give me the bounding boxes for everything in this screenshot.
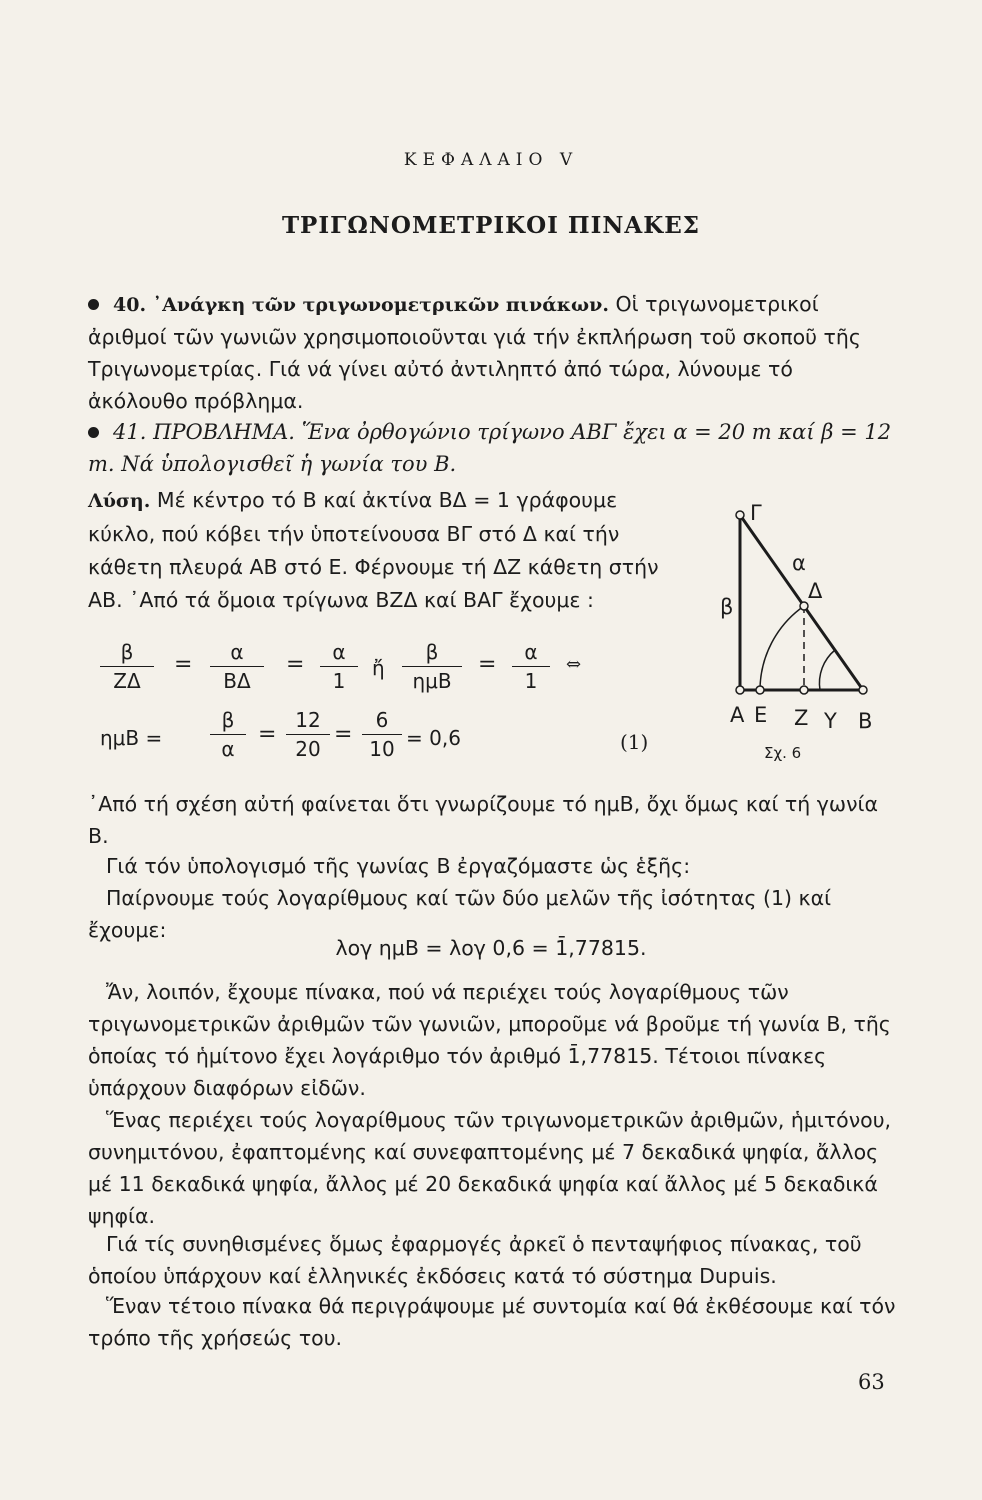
eq2-f3-den: 10 <box>369 737 395 761</box>
section-40-text: Οἱ τριγωνομετρικοί ἀριθμοί τῶν γωνιῶν χρησιμοποιοῦνται γιά τήν ἐκπλήρωση τοῦ σκοποῦ τῆς Τριγωνομετρίας. Γιά νά γίνει αὐτό ἀντιληπτό ἀπό τώρα, λύνουμε τό ἀκόλουθο πρόβλημα. <box>88 292 861 413</box>
solution-text: Μέ κέντρο τό Β καί ἀκτίνα ΒΔ = 1 γράφουμε κύκλο, πού κόβει τήν ὑποτείνουσα ΒΓ στό Δ καί τήν κάθετη πλευρά ΑΒ στό Ε. Φέρνουμε τή ΔΖ κάθετη στήν ΑΒ. ᾿Από τά ὅμοια τρίγωνα ΒΖΔ καί ΒΑΓ ἔχουμε : <box>88 488 659 612</box>
solution <box>88 484 668 617</box>
eq2-f3-num: 6 <box>362 708 402 735</box>
section-41-text: Ἕνα ὀρθογώνιο τρίγωνο ΑΒΓ ἔχει α = 20 m καί β = 12 m. Νά ὑπολογισθεῖ ἡ γωνία του Β. <box>88 420 892 476</box>
paragraph-5: Ἕνας περιέχει τούς λογαρίθμους τῶν τριγωνομετρικῶν ἀριθμῶν, ἡμιτόνου, συνημιτόνου, ἐφαπτομένης καί συνεφαπτομένης μέ 7 δεκαδικά ψηφία, ἄλλος μέ 11 δεκαδικά ψηφία, ἄλλος μέ 20 δεκαδικά ψηφία καί ἄλλος μέ 5 δεκαδικά ψηφία. <box>88 1108 892 1228</box>
eq1-f2-den: ΒΔ <box>223 669 251 693</box>
eq2-f1-num: β <box>210 708 246 735</box>
triangle-figure <box>720 490 890 770</box>
eq2-rhs: = 0,6 <box>406 726 461 750</box>
eq2-f2-num: 12 <box>286 708 330 735</box>
eq1-f2-num: α <box>210 640 264 667</box>
eq1-f1-den: ΖΔ <box>113 669 141 693</box>
paragraph-3: Παίρνουμε τούς λογαρίθμους καί τῶν δύο μελῶν τῆς ἰσότητας (1) καί ἔχουμε: <box>88 886 832 942</box>
angle-arc <box>819 650 835 690</box>
eq1-or: ἤ <box>372 656 385 680</box>
bullet-icon <box>88 299 99 310</box>
paragraph-6: Γιά τίς συνηθισμένες ὅμως ἐφαρμογές ἀρκεῖ ὁ πενταψήφιος πίνακας, τοῦ ὁποίου ὑπάρχουν καί ἑλληνικές ἐκδόσεις κατά τό σύστημα Dupuis. <box>88 1232 862 1288</box>
page-title: ΤΡΙΓΩΝΟΜΕΤΡΙΚΟΙ ΠΙΝΑΚΕΣ <box>281 212 701 239</box>
eq2-f1-den: α <box>221 737 235 761</box>
eq1-f3-den: 1 <box>332 669 346 693</box>
bullet-icon <box>88 427 99 438</box>
eq2-f2-den: 20 <box>295 737 321 761</box>
label-epsilon: Ε <box>754 703 768 727</box>
section-41 <box>88 416 896 480</box>
label-gamma: Γ <box>750 501 762 525</box>
eq1-f3-num: α <box>320 640 358 667</box>
equation-3: λογ ημΒ = λογ 0,6 = 1̄,77815. <box>335 936 647 960</box>
paragraph-2: Γιά τόν ὑπολογισμό τῆς γωνίας Β ἐργαζόμαστε ὡς ἑξῆς: <box>106 854 691 878</box>
paragraph-7: Ἕναν τέτοιο πίνακα θά περιγράψουμε μέ συντομία καί θά ἐκθέσουμε καί τόν τρόπο τῆς χρήσεώς του. <box>88 1294 896 1350</box>
eq2-lhs: ημΒ = <box>100 726 163 750</box>
eq1-f4-den: ημΒ <box>412 669 452 693</box>
label-upsilon: Υ <box>824 709 837 733</box>
label-beta: Β <box>858 709 873 733</box>
eq2-tag: (1) <box>620 730 649 754</box>
page-number: 63 <box>858 1370 885 1394</box>
section-41-heading: 41. ΠΡΟΒΛΗΜΑ. <box>113 420 295 444</box>
eq1-equals-3: = <box>478 652 497 677</box>
arc-radius-1 <box>760 606 804 690</box>
label-alpha: Α <box>730 703 745 727</box>
eq1-f5-num: α <box>512 640 550 667</box>
paragraph-4: Ἄν, λοιπόν, ἔχουμε πίνακα, πού νά περιέχει τούς λογαρίθμους τῶν τριγωνομετρικῶν ἀριθμῶν τῶν γωνιῶν, μποροῦμε νά βροῦμε τή γωνία Β, τῆς ὁποίας τό ἡμίτονο ἔχει λογάριθμο τόν ἀριθμό 1̄,77815. Τέτοιοι πίνακες ὑπάρχουν διαφόρων εἰδῶν. <box>88 980 891 1100</box>
eq1-f4-num: β <box>402 640 462 667</box>
figure-caption: Σχ. 6 <box>764 744 802 762</box>
eq1-equals-2: = <box>286 652 305 677</box>
eq1-equals-1: = <box>174 652 193 677</box>
label-b: β <box>720 595 734 619</box>
eq1-f1-num: β <box>100 640 154 667</box>
solution-label: Λύση. <box>88 490 151 512</box>
section-40 <box>88 288 896 417</box>
chapter-heading: ΚΕΦΑΛΑΙΟ V <box>403 150 579 170</box>
eq1-iff: ⇔ <box>566 654 582 675</box>
label-zeta: Ζ <box>794 706 809 730</box>
section-40-heading: 40. ᾿Ανάγκη τῶν τριγωνομετρικῶν πινάκων. <box>113 294 609 316</box>
eq1-f5-den: 1 <box>524 669 538 693</box>
label-a: α <box>792 551 806 575</box>
label-delta: Δ <box>808 579 823 603</box>
paragraph-1: ᾿Από τή σχέση αὐτή φαίνεται ὅτι γνωρίζουμε τό ημΒ, ὄχι ὅμως καί τή γωνία Β. <box>88 792 878 848</box>
